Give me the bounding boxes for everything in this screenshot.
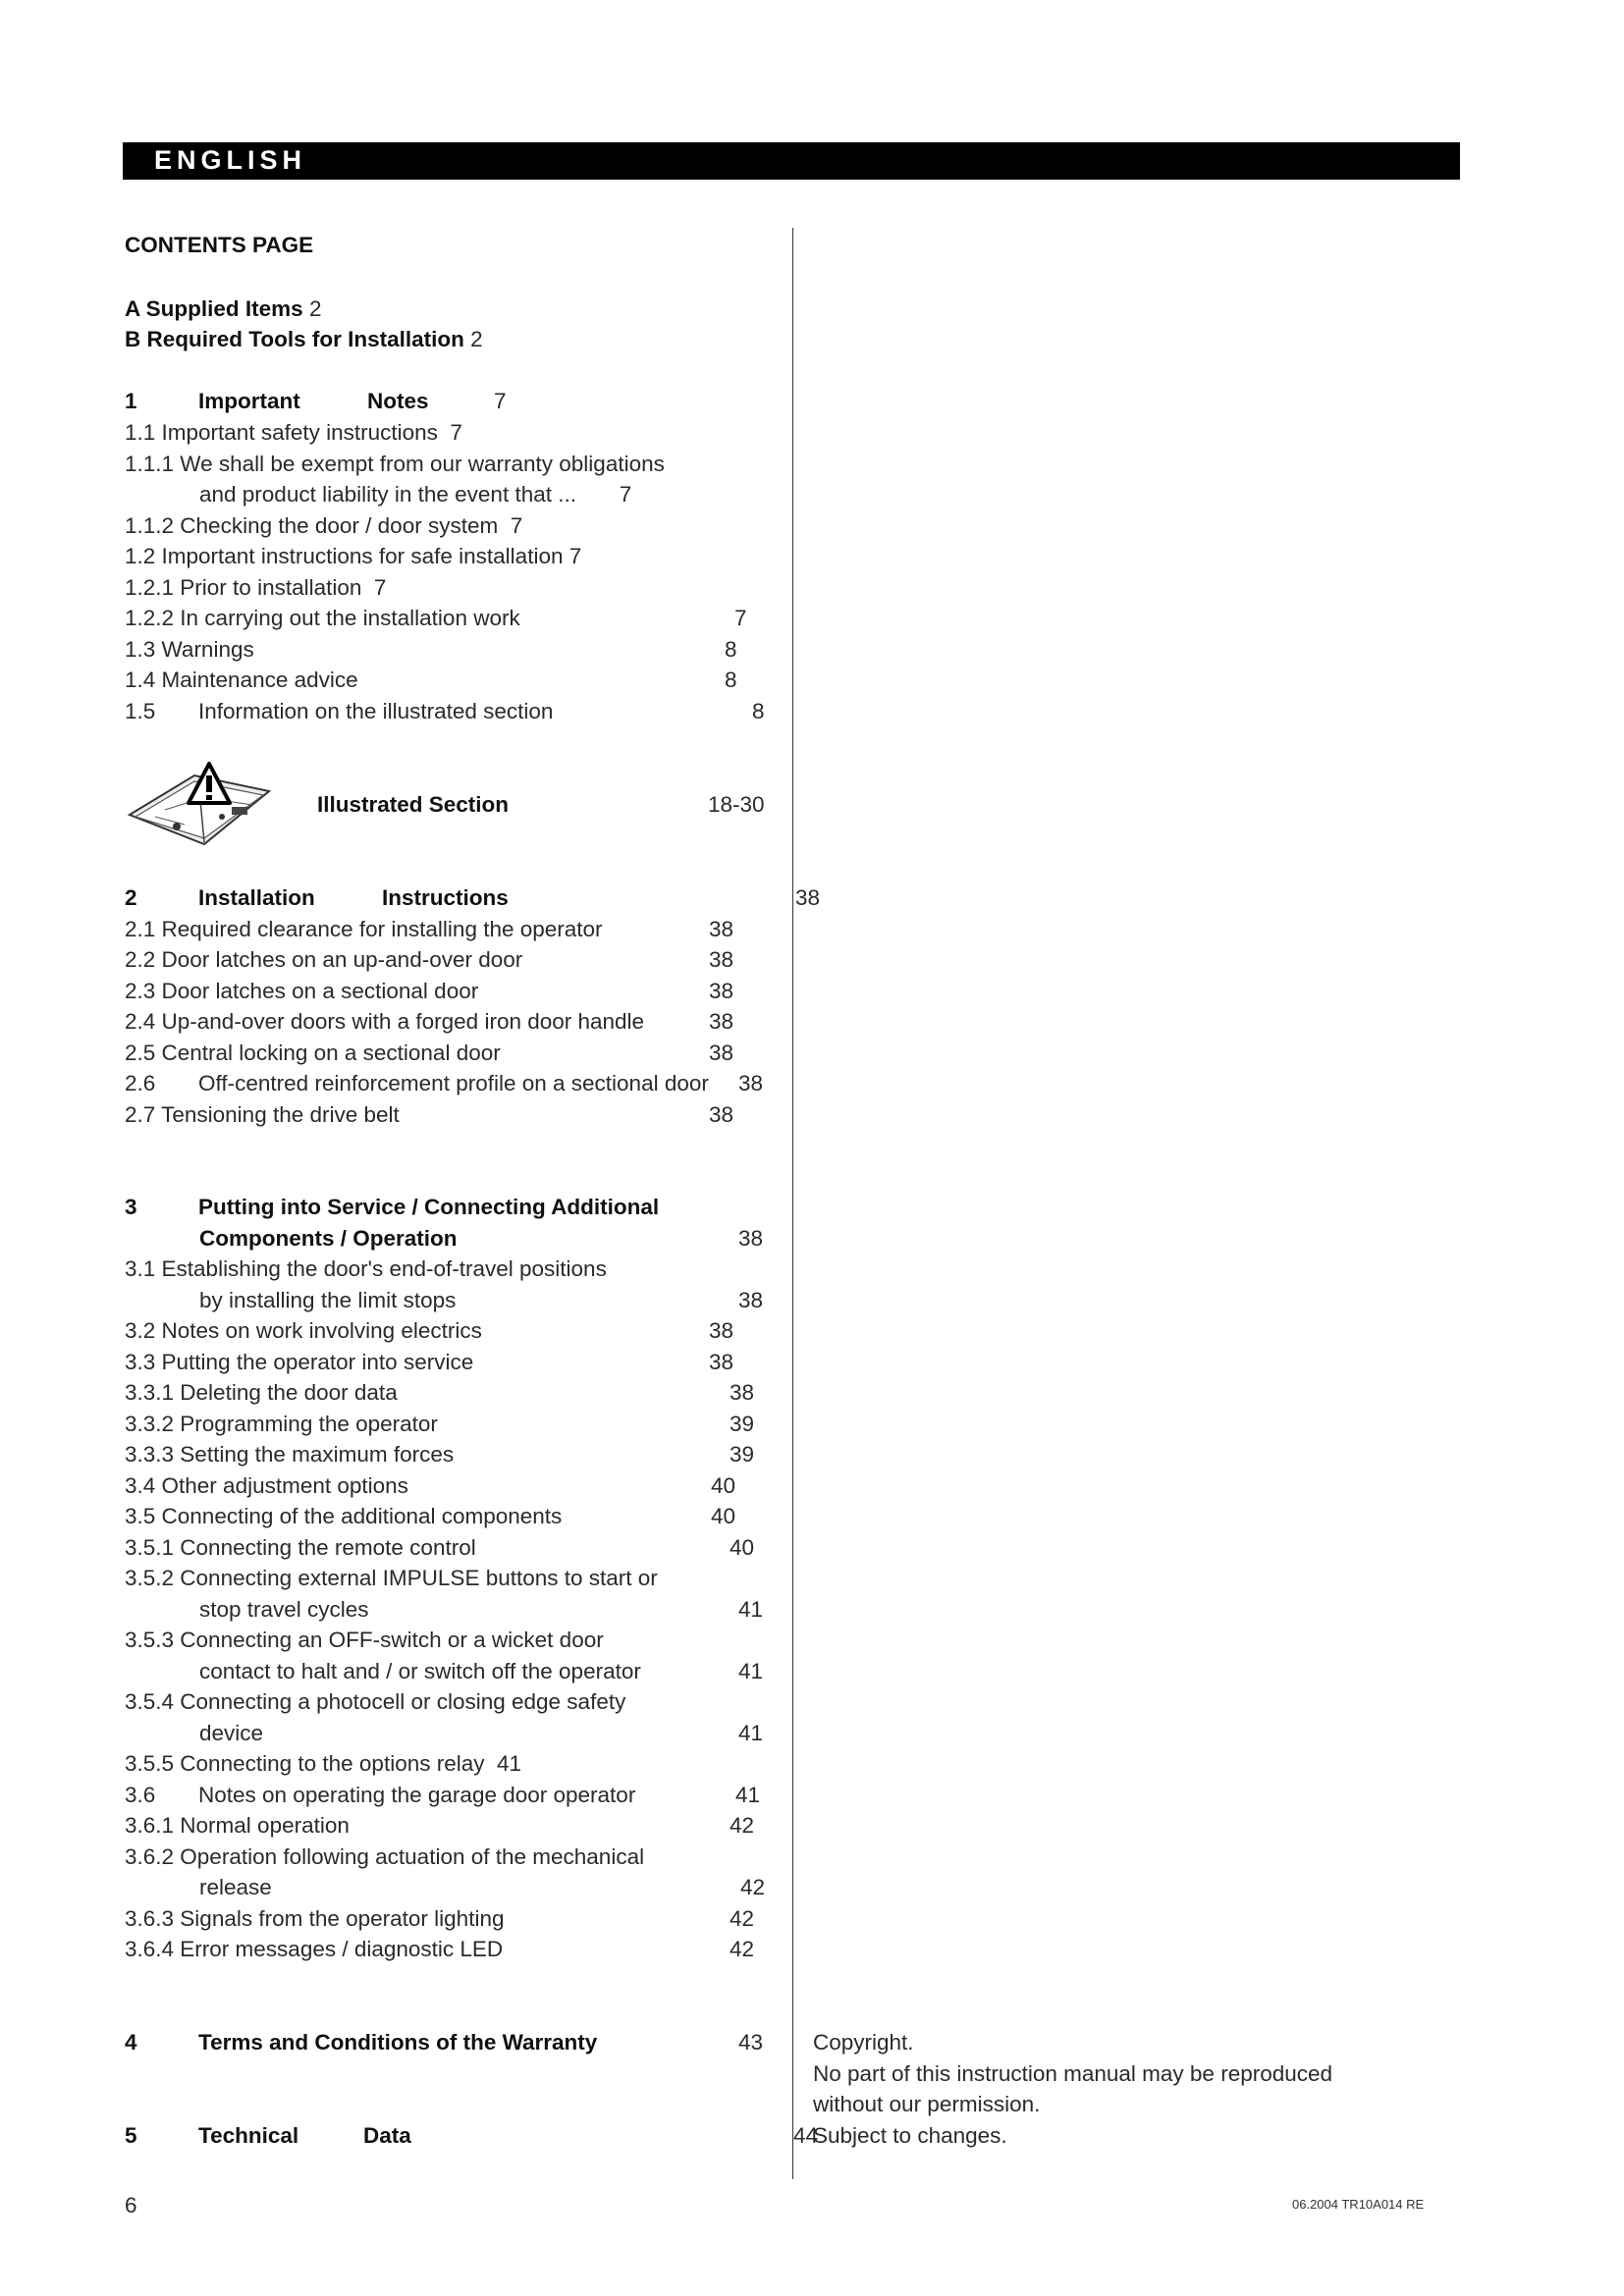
- toc-page-2-1: 38: [709, 917, 734, 941]
- toc-entry-3-5-2[interactable]: 3.5.2 Connecting external IMPULSE buttons to start or: [125, 1566, 658, 1590]
- section-3-page: 38: [738, 1226, 764, 1251]
- toc-entry-1-2-2[interactable]: 1.2.2 In carrying out the installation work: [125, 606, 520, 630]
- toc-entry-1-2[interactable]: 1.2 Important instructions for safe installation 7: [125, 544, 582, 568]
- toc-page-3-6-4: 42: [730, 1937, 755, 1961]
- toc-entry-3-1-cont[interactable]: by installing the limit stops: [199, 1288, 457, 1312]
- section-5-page: 44: [793, 2123, 819, 2148]
- toc-entry-3-4[interactable]: 3.4 Other adjustment options: [125, 1473, 408, 1498]
- toc-entry-2-7[interactable]: 2.7 Tensioning the drive belt: [125, 1102, 400, 1127]
- toc-entry-3-5-4-cont[interactable]: device: [199, 1721, 264, 1745]
- toc-page-1-4: 8: [725, 667, 737, 692]
- toc-entry-2-4[interactable]: 2.4 Up-and-over doors with a forged iron door handle: [125, 1009, 645, 1034]
- toc-entry-1-1[interactable]: 1.1 Important safety instructions 7: [125, 420, 462, 445]
- copyright-line-3: without our permission.: [813, 2092, 1041, 2116]
- copyright-heading: Copyright.: [813, 2030, 914, 2055]
- page-number: 6: [125, 2193, 137, 2217]
- toc-entry-1-4[interactable]: 1.4 Maintenance advice: [125, 667, 358, 692]
- toc-entry-3-6-1[interactable]: 3.6.1 Normal operation: [125, 1813, 350, 1838]
- section-2-page: 38: [795, 885, 821, 910]
- section-4-page: 43: [738, 2030, 764, 2055]
- toc-page-3-5-3: 41: [738, 1659, 764, 1683]
- toc-page-2-3: 38: [709, 979, 734, 1003]
- toc-entry-3-5-3-cont[interactable]: contact to halt and / or switch off the operator: [199, 1659, 641, 1683]
- section-1-word2[interactable]: Notes: [367, 389, 429, 413]
- toc-entry-1-1-1-cont[interactable]: and product liability in the event that ... 7: [199, 482, 632, 507]
- toc-entry-3-1[interactable]: 3.1 Establishing the door's end-of-travel positions: [125, 1256, 607, 1281]
- toc-entry-3-6-2[interactable]: 3.6.2 Operation following actuation of the mechanical: [125, 1844, 645, 1869]
- section-5-word2[interactable]: Data: [363, 2123, 411, 2148]
- toc-number-1-5: 1.5: [125, 699, 156, 723]
- language-banner: [123, 142, 1460, 180]
- toc-entry-2-5[interactable]: 2.5 Central locking on a sectional door: [125, 1041, 501, 1065]
- contents-title: CONTENTS PAGE: [125, 233, 314, 257]
- toc-page-2-6: 38: [738, 1071, 764, 1095]
- toc-entry-1-2-1[interactable]: 1.2.1 Prior to installation 7: [125, 575, 387, 600]
- section-2-number: 2: [125, 885, 137, 910]
- toc-page-3-3-1: 38: [730, 1380, 755, 1405]
- toc-entry-3-5-3[interactable]: 3.5.3 Connecting an OFF-switch or a wicket door: [125, 1628, 604, 1652]
- toc-number-3-6: 3.6: [125, 1783, 156, 1807]
- toc-entry-3-5-1[interactable]: 3.5.1 Connecting the remote control: [125, 1535, 476, 1560]
- section-4-number: 4: [125, 2030, 137, 2055]
- toc-page-3-5-4: 41: [738, 1721, 764, 1745]
- toc-page-3-6-3: 42: [730, 1906, 755, 1931]
- toc-entry-3-5-5[interactable]: 3.5.5 Connecting to the options relay 41: [125, 1751, 522, 1776]
- toc-page-3-5-1: 40: [730, 1535, 755, 1560]
- illustrated-section-pages: 18-30: [708, 792, 765, 817]
- toc-page-1-2-2: 7: [734, 606, 747, 630]
- section-5-number: 5: [125, 2123, 137, 2148]
- toc-entry-1-1-1[interactable]: 1.1.1 We shall be exempt from our warranty obligations: [125, 452, 665, 476]
- section-4-title[interactable]: Terms and Conditions of the Warranty: [198, 2030, 598, 2055]
- toc-entry-a[interactable]: A Supplied Items 2: [125, 296, 322, 321]
- column-divider: [792, 228, 793, 2179]
- toc-page-3-5: 40: [711, 1504, 736, 1528]
- toc-page-2-4: 38: [709, 1009, 734, 1034]
- toc-entry-3-3-1[interactable]: 3.3.1 Deleting the door data: [125, 1380, 398, 1405]
- copyright-line-4: Subject to changes.: [813, 2123, 1007, 2148]
- toc-page-3-6: 41: [735, 1783, 761, 1807]
- section-1-number: 1: [125, 389, 137, 413]
- toc-page-1-3: 8: [725, 637, 737, 662]
- toc-page-1-5: 8: [752, 699, 765, 723]
- toc-entry-3-5-4[interactable]: 3.5.4 Connecting a photocell or closing edge safety: [125, 1689, 626, 1714]
- section-2-word2[interactable]: Instructions: [382, 885, 509, 910]
- toc-entry-3-5[interactable]: 3.5 Connecting of the additional components: [125, 1504, 563, 1528]
- toc-page-3-2: 38: [709, 1318, 734, 1343]
- toc-page-2-2: 38: [709, 947, 734, 972]
- language-label: ENGLISH: [154, 145, 307, 175]
- warning-manual-icon: [126, 756, 273, 852]
- toc-entry-3-3-3[interactable]: 3.3.3 Setting the maximum forces: [125, 1442, 455, 1467]
- toc-page-3-5-2: 41: [738, 1597, 764, 1622]
- toc-page-3-3-2: 39: [730, 1412, 755, 1436]
- toc-page-2-5: 38: [709, 1041, 734, 1065]
- toc-page-3-3: 38: [709, 1350, 734, 1374]
- copyright-line-2: No part of this instruction manual may be reproduced: [813, 2061, 1333, 2086]
- toc-entry-3-6-4[interactable]: 3.6.4 Error messages / diagnostic LED: [125, 1937, 504, 1961]
- toc-page-3-1: 38: [738, 1288, 764, 1312]
- toc-entry-b[interactable]: B Required Tools for Installation 2: [125, 327, 483, 351]
- document-code: 06.2004 TR10A014 RE: [1292, 2197, 1425, 2212]
- illustrated-section-label[interactable]: Illustrated Section: [317, 792, 510, 817]
- toc-entry-3-3[interactable]: 3.3 Putting the operator into service: [125, 1350, 474, 1374]
- toc-page-3-6-1: 42: [730, 1813, 755, 1838]
- toc-entry-3-6-3[interactable]: 3.6.3 Signals from the operator lighting: [125, 1906, 505, 1931]
- section-5-word1[interactable]: Technical: [198, 2123, 299, 2148]
- toc-entry-2-6[interactable]: Off-centred reinforcement profile on a sectional door: [198, 1071, 709, 1095]
- toc-entry-3-2[interactable]: 3.2 Notes on work involving electrics: [125, 1318, 482, 1343]
- toc-entry-1-5[interactable]: Information on the illustrated section: [198, 699, 554, 723]
- toc-entry-3-3-2[interactable]: 3.3.2 Programming the operator: [125, 1412, 438, 1436]
- toc-entry-1-1-2[interactable]: 1.1.2 Checking the door / door system 7: [125, 513, 523, 538]
- toc-number-2-6: 2.6: [125, 1071, 156, 1095]
- toc-entry-2-2[interactable]: 2.2 Door latches on an up-and-over door: [125, 947, 523, 972]
- toc-page-3-6-2: 42: [740, 1875, 766, 1899]
- toc-entry-3-5-2-cont[interactable]: stop travel cycles: [199, 1597, 369, 1622]
- section-1-word1[interactable]: Important: [198, 389, 300, 413]
- section-3-number: 3: [125, 1195, 137, 1219]
- toc-entry-2-1[interactable]: 2.1 Required clearance for installing the operator: [125, 917, 603, 941]
- toc-page-3-3-3: 39: [730, 1442, 755, 1467]
- toc-entry-3-6[interactable]: Notes on operating the garage door operator: [198, 1783, 636, 1807]
- toc-entry-3-6-2-cont[interactable]: release: [199, 1875, 272, 1899]
- toc-page-2-7: 38: [709, 1102, 734, 1127]
- section-2-word1[interactable]: Installation: [198, 885, 315, 910]
- section-3-title-line1[interactable]: Putting into Service / Connecting Additional: [198, 1195, 660, 1219]
- toc-page-3-4: 40: [711, 1473, 736, 1498]
- section-3-title-line2[interactable]: Components / Operation: [199, 1226, 458, 1251]
- section-1-page: 7: [494, 389, 507, 413]
- toc-entry-2-3[interactable]: 2.3 Door latches on a sectional door: [125, 979, 479, 1003]
- toc-entry-1-3[interactable]: 1.3 Warnings: [125, 637, 254, 662]
